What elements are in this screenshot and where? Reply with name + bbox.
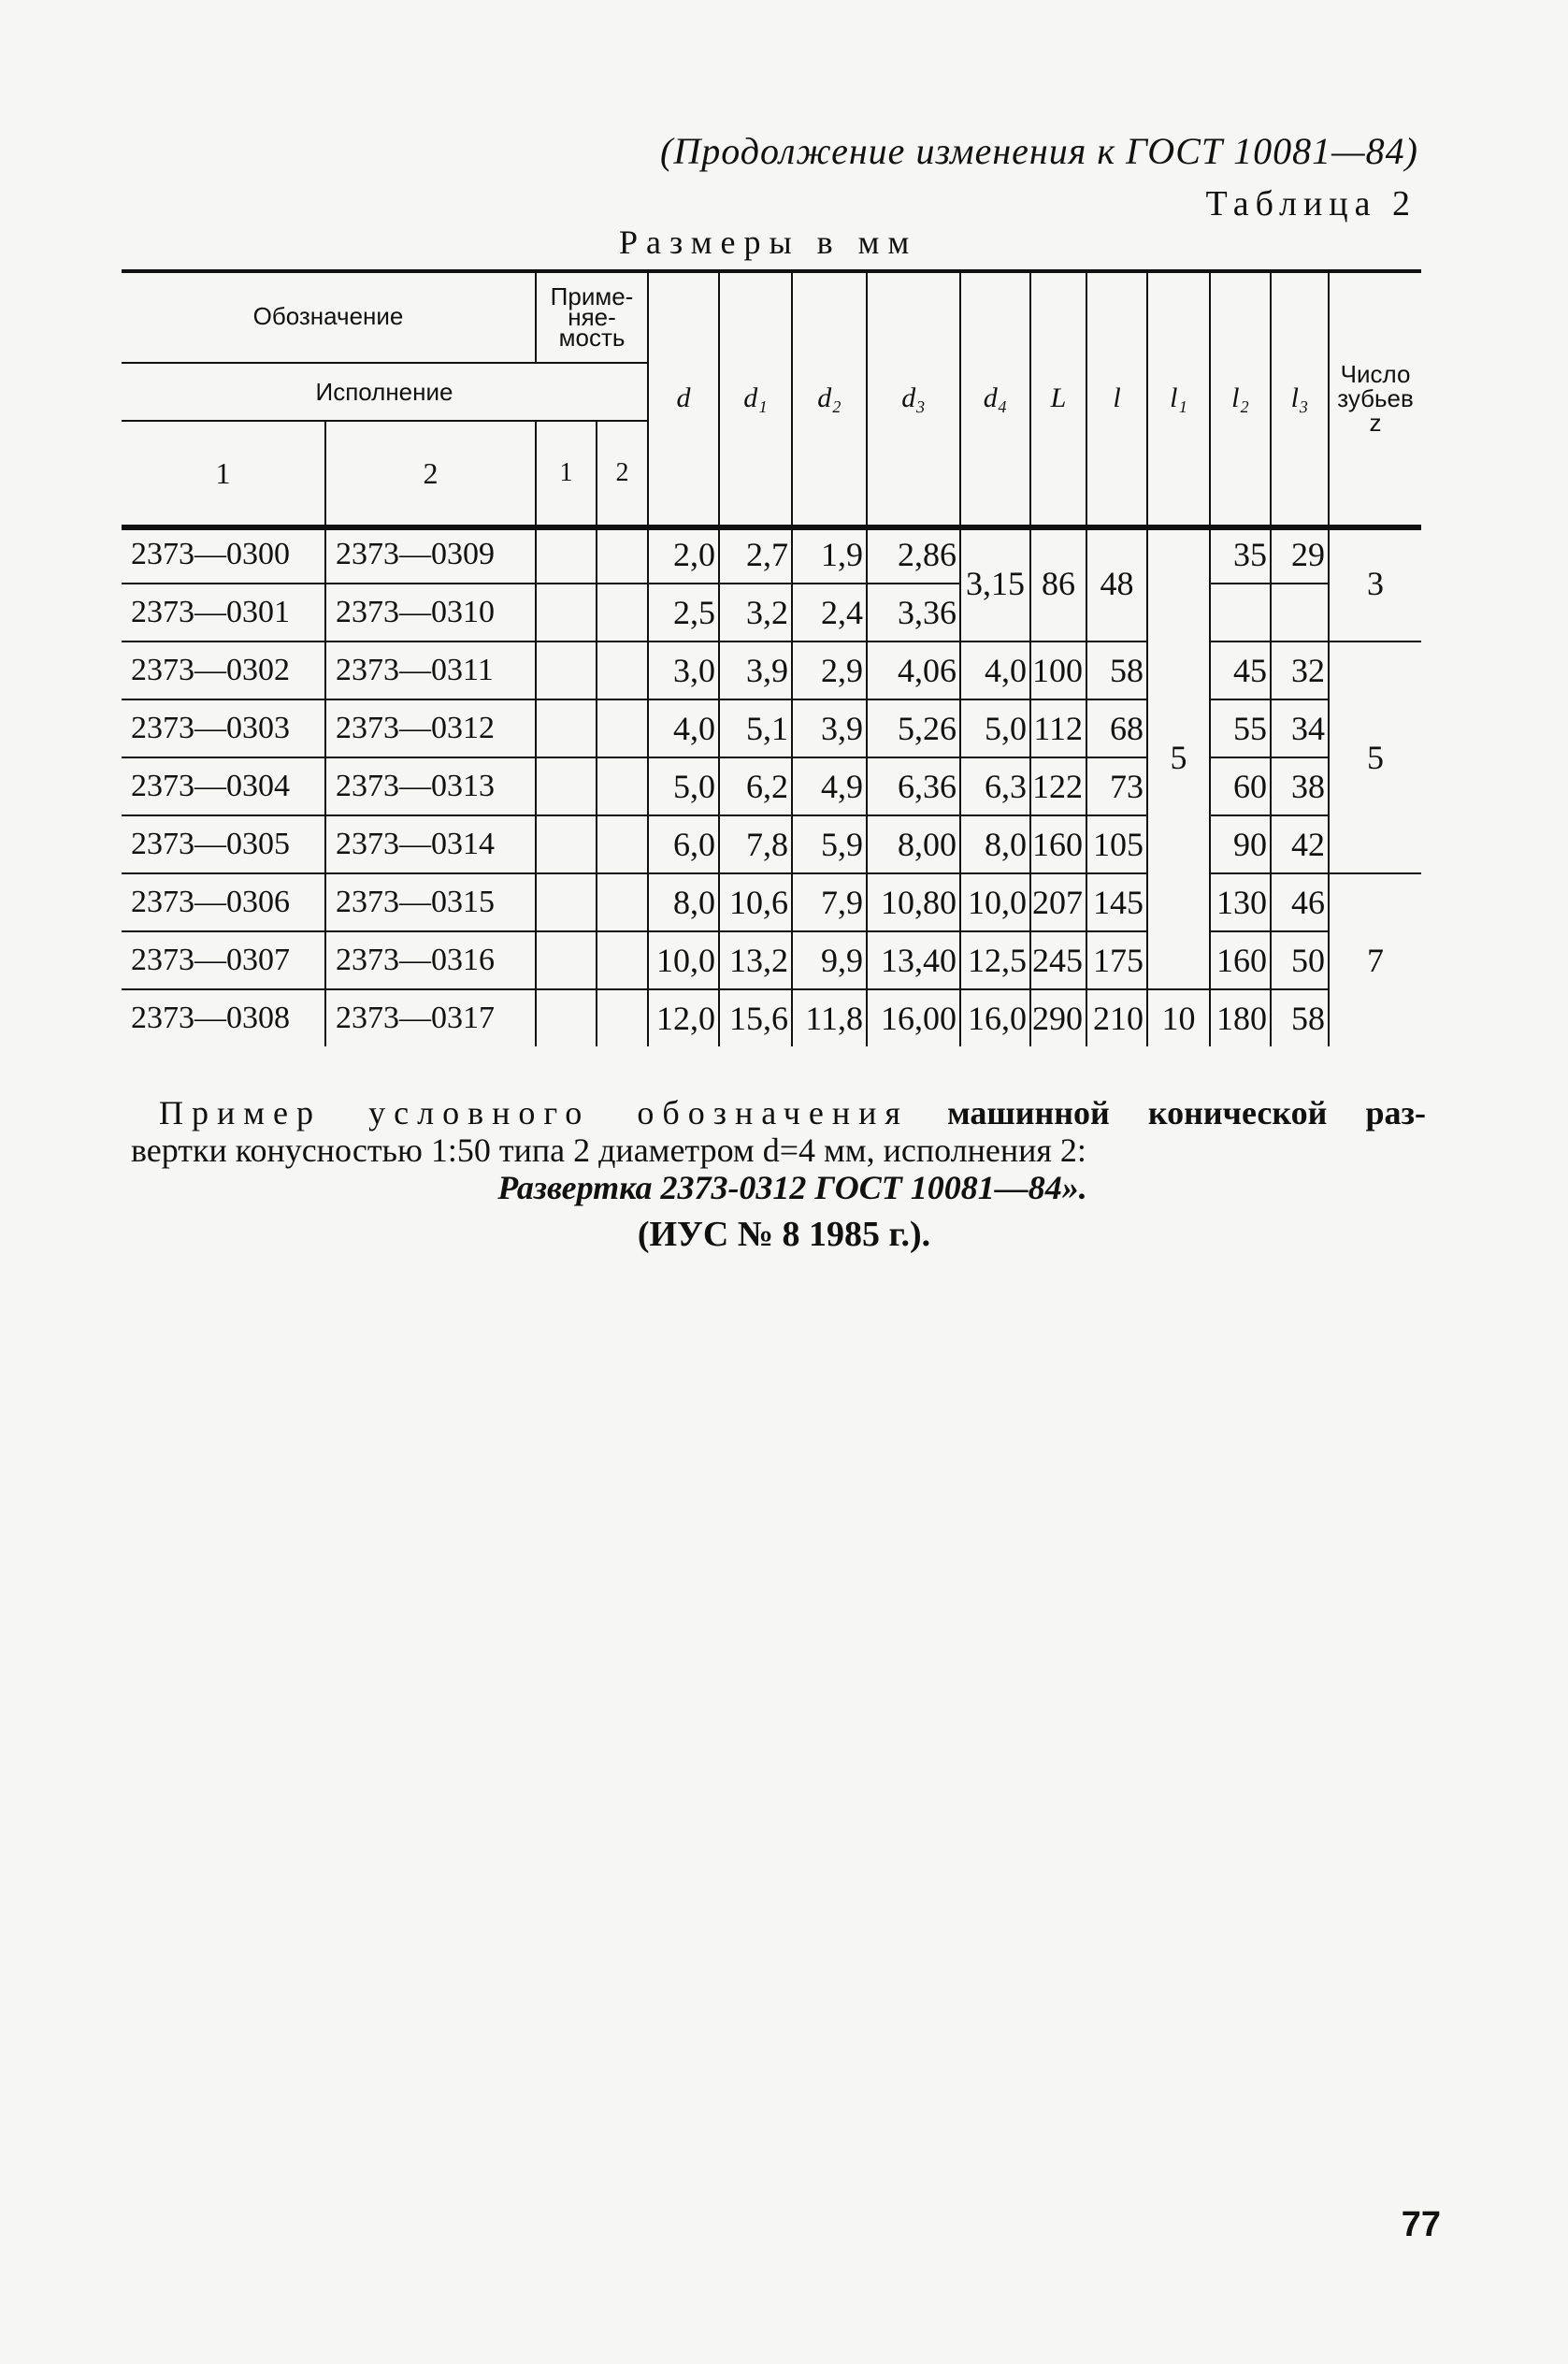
- col-header-l1: l₁: [1147, 271, 1210, 526]
- cell-d4: 12,5: [960, 931, 1030, 989]
- applicability-2-cell: [597, 699, 648, 757]
- cell-d1: 13,2: [719, 931, 792, 989]
- cell-teeth-merged: 7: [1329, 873, 1421, 1046]
- applicability-2-cell: [597, 526, 648, 584]
- cell-d4: 6,3: [960, 757, 1030, 815]
- code-exec-1: 2373—0301: [122, 584, 325, 641]
- code-exec-1: 2373—0308: [131, 1001, 290, 1035]
- col-header-d4: d₄: [960, 271, 1030, 526]
- cell-d3: 4,06: [867, 641, 960, 699]
- execution-header: Исполнение: [122, 363, 648, 421]
- cell-d2: 5,9: [792, 815, 867, 873]
- cell-L: 207: [1030, 873, 1086, 931]
- cell-d1: 10,6: [719, 873, 792, 931]
- example-lead: Пример условного обозначения: [159, 1094, 909, 1132]
- col-header-d2: d₂: [792, 271, 867, 526]
- cell-l3: 42: [1271, 815, 1329, 873]
- cell-d: 2,0: [648, 526, 719, 584]
- units-note: Размеры в мм: [619, 223, 918, 261]
- cell-d1: 3,2: [719, 584, 792, 641]
- cell-l: 73: [1086, 757, 1147, 815]
- applicability-2-cell: [597, 641, 648, 699]
- cell-d2: 3,9: [792, 699, 867, 757]
- cell-L-merged: 86: [1030, 526, 1086, 641]
- code-exec-1: 2373—0304: [122, 757, 325, 815]
- cell-d4: 4,0: [960, 641, 1030, 699]
- cell-d3: 5,26: [867, 699, 960, 757]
- execution-2-header: 2: [325, 421, 536, 526]
- cell-l3: 32: [1271, 641, 1329, 699]
- table-row: [122, 526, 1421, 584]
- cell-l2: 90: [1210, 815, 1271, 873]
- cell-d4: 10,0: [960, 873, 1030, 931]
- code-exec-1: 2373—0307: [122, 931, 325, 989]
- cell-l: 175: [1086, 931, 1147, 989]
- col-header-l: l: [1086, 271, 1147, 526]
- cell-d: 4,0: [648, 699, 719, 757]
- example-line-2: вертки конусностью 1:50 типа 2 диаметром d=4 мм, исполнения 2:: [131, 1132, 1086, 1169]
- cell-d: 3,0: [648, 641, 719, 699]
- cell-l3: [1271, 584, 1329, 641]
- example-line-1-rest: машинной конической раз-: [947, 1094, 1427, 1132]
- cell-l: 210: [1086, 989, 1147, 1046]
- cell-d: 8,0: [648, 873, 719, 931]
- col-header-d: d: [648, 271, 719, 526]
- cell-d4: 5,0: [960, 699, 1030, 757]
- table-label: Таблица 2: [1205, 184, 1417, 223]
- applicability-1-cell: [536, 584, 597, 641]
- cell-d2: 11,8: [792, 989, 867, 1046]
- cell-d1: 7,8: [719, 815, 792, 873]
- cell-d3: 3,36: [867, 584, 960, 641]
- applicability-1-cell: [536, 641, 597, 699]
- cell-d4-merged: 3,15: [960, 526, 1030, 641]
- code-exec-1: 2373—0300: [122, 526, 325, 584]
- cell-teeth-merged: 5: [1329, 641, 1421, 873]
- applicability-header: Приме- няе- мость: [536, 271, 648, 363]
- cell-d3: 2,86: [867, 526, 960, 584]
- code-exec-2: 2373—0309: [325, 526, 536, 584]
- cell-l: 68: [1086, 699, 1147, 757]
- code-exec-1: 2373—0303: [122, 699, 325, 757]
- example-line-1: [159, 1094, 1426, 1132]
- table-row: [122, 641, 1421, 699]
- applicability-2-cell: [597, 757, 648, 815]
- cell-l1: 10: [1147, 989, 1210, 1046]
- cell-l2: 130: [1210, 873, 1271, 931]
- table-header-rule: [122, 526, 1421, 530]
- cell-d2: 9,9: [792, 931, 867, 989]
- cell-d: 12,0: [648, 989, 719, 1046]
- col-header-teeth: Число зубьев z: [1329, 271, 1421, 526]
- code-exec-2: 2373—0317: [325, 989, 536, 1046]
- code-exec-1: 2373—0302: [122, 641, 325, 699]
- example-designation: Развертка 2373-0312 ГОСТ 10081—84».: [497, 1169, 1087, 1206]
- table-header: [122, 271, 1421, 526]
- table-row: [122, 989, 1421, 1046]
- cell-l2: 55: [1210, 699, 1271, 757]
- cell-l3: 58: [1271, 989, 1329, 1046]
- applicability-2-cell: [597, 873, 648, 931]
- applicability-1-header: 1: [536, 421, 597, 526]
- cell-d2: 7,9: [792, 873, 867, 931]
- applicability-2-header: 2: [597, 421, 648, 526]
- applicability-1-cell: [536, 757, 597, 815]
- cell-l: 58: [1086, 641, 1147, 699]
- cell-l2: 60: [1210, 757, 1271, 815]
- cell-d3: 6,36: [867, 757, 960, 815]
- code-exec-2: 2373—0310: [325, 584, 536, 641]
- code-exec-2: 2373—0314: [325, 815, 536, 873]
- cell-d: 5,0: [648, 757, 719, 815]
- execution-1-header: 1: [122, 421, 325, 526]
- cell-l2: 35: [1210, 526, 1271, 584]
- applicability-1-cell: [536, 815, 597, 873]
- applicability-2-cell: [597, 815, 648, 873]
- code-exec-2: 2373—0316: [325, 931, 536, 989]
- col-header-l3: l₃: [1271, 271, 1329, 526]
- cell-l2: 45: [1210, 641, 1271, 699]
- table-row: [122, 757, 1421, 815]
- applicability-1-cell: [536, 989, 597, 1046]
- dimensions-table: [122, 271, 1421, 1046]
- cell-l2: 180: [1210, 989, 1271, 1046]
- cell-d: 2,5: [648, 584, 719, 641]
- cell-l1-merged: 5: [1147, 526, 1210, 989]
- applicability-1-cell: [536, 931, 597, 989]
- cell-L: 112: [1030, 699, 1086, 757]
- code-exec-2: 2373—0312: [325, 699, 536, 757]
- continuation-header: (Продолжение изменения к ГОСТ 10081—84): [660, 130, 1418, 172]
- cell-d3: 13,40: [867, 931, 960, 989]
- cell-d3: 8,00: [867, 815, 960, 873]
- cell-d: 6,0: [648, 815, 719, 873]
- cell-L: 160: [1030, 815, 1086, 873]
- table-row: [122, 931, 1421, 989]
- applicability-1-cell: [536, 526, 597, 584]
- cell-l2: [1210, 584, 1271, 641]
- cell-l3: 50: [1271, 931, 1329, 989]
- code-exec-2: 2373—0313: [325, 757, 536, 815]
- cell-d4: 8,0: [960, 815, 1030, 873]
- designation-header: Обозначение: [252, 302, 404, 330]
- cell-l2: 160: [1210, 931, 1271, 989]
- cell-d2: 1,9: [792, 526, 867, 584]
- col-header-L: L: [1030, 271, 1086, 526]
- cell-l3: 29: [1271, 526, 1329, 584]
- cell-d2: 4,9: [792, 757, 867, 815]
- applicability-1-cell: [536, 873, 597, 931]
- cell-L: 245: [1030, 931, 1086, 989]
- cell-L: 100: [1030, 641, 1086, 699]
- col-header-d1: d₁: [719, 271, 792, 526]
- cell-d: 10,0: [648, 931, 719, 989]
- cell-d3: 16,00: [867, 989, 960, 1046]
- cell-l: 105: [1086, 815, 1147, 873]
- table-body: [122, 526, 1421, 1046]
- applicability-2-cell: [597, 931, 648, 989]
- cell-d1: 3,9: [719, 641, 792, 699]
- table-row: [122, 699, 1421, 757]
- cell-teeth-merged: 3: [1329, 526, 1421, 641]
- code-exec-1: 2373—0306: [122, 873, 325, 931]
- cell-l3: 46: [1271, 873, 1329, 931]
- table-row: [122, 873, 1421, 931]
- cell-L: 122: [1030, 757, 1086, 815]
- cell-l-merged: 48: [1086, 526, 1147, 641]
- cell-d1: 5,1: [719, 699, 792, 757]
- cell-d1: 15,6: [719, 989, 792, 1046]
- cell-l3: 34: [1271, 699, 1329, 757]
- code-exec-1: 2373—0305: [122, 815, 325, 873]
- code-exec-2: 2373—0315: [325, 873, 536, 931]
- ius-reference: (ИУС № 8 1985 г.).: [637, 1215, 931, 1254]
- cell-L: 290: [1030, 989, 1086, 1046]
- applicability-1-cell: [536, 699, 597, 757]
- cell-d1: 6,2: [719, 757, 792, 815]
- code-exec-2: 2373—0311: [325, 641, 536, 699]
- table-row: [122, 815, 1421, 873]
- cell-d3: 10,80: [867, 873, 960, 931]
- page-number: 77: [1401, 2205, 1441, 2244]
- example-paragraph: [131, 1094, 1427, 1206]
- col-header-l2: l₂: [1210, 271, 1271, 526]
- cell-l: 145: [1086, 873, 1147, 931]
- applicability-2-cell: [597, 989, 648, 1046]
- col-header-d3: d₃: [867, 271, 960, 526]
- table-row: [122, 584, 1421, 641]
- cell-d4: 16,0: [960, 989, 1030, 1046]
- applicability-2-cell: [597, 584, 648, 641]
- cell-d1: 2,7: [719, 526, 792, 584]
- cell-l3: 38: [1271, 757, 1329, 815]
- cell-d2: 2,9: [792, 641, 867, 699]
- cell-d2: 2,4: [792, 584, 867, 641]
